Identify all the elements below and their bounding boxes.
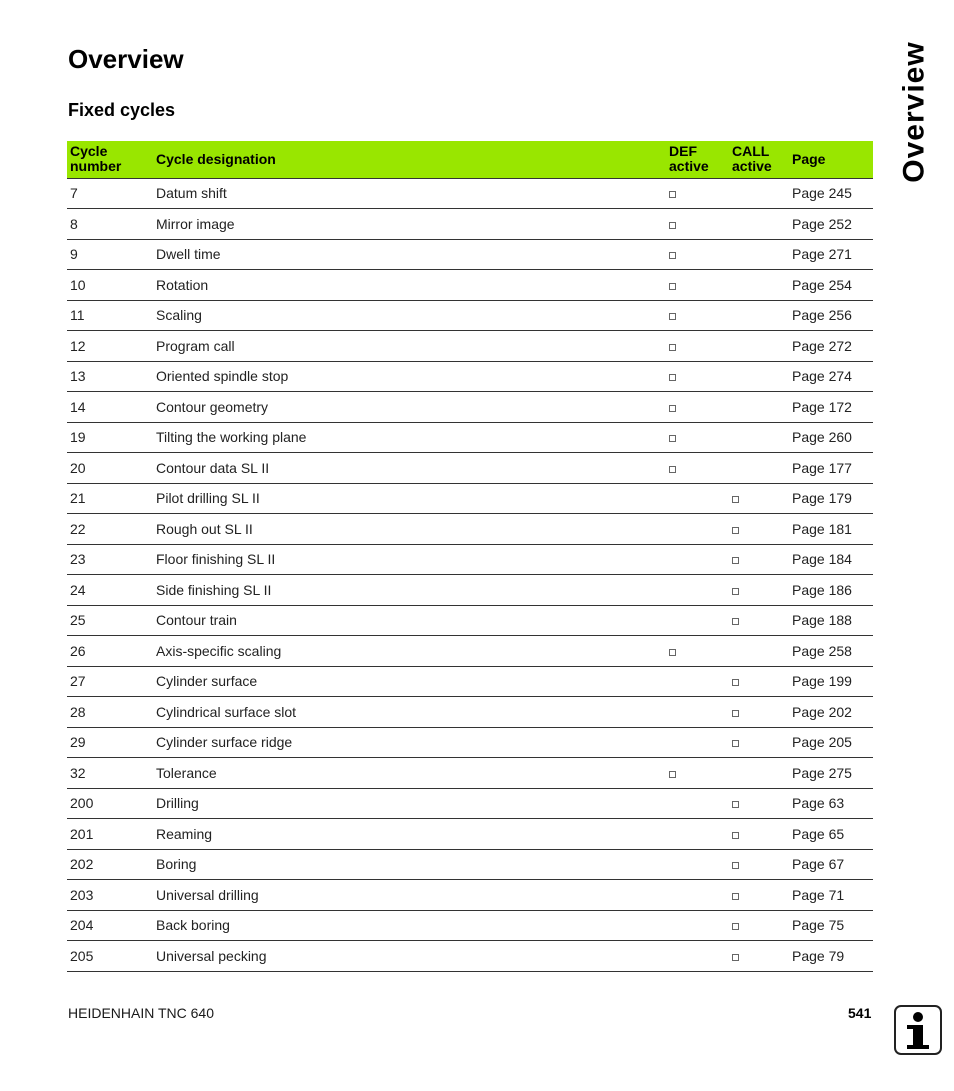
table-row <box>67 392 873 423</box>
page-reference-cell: Page 258 <box>789 636 873 667</box>
table-row <box>67 544 873 575</box>
cycle-number-cell: 19 <box>67 422 153 453</box>
def-active-cell <box>666 788 729 819</box>
cycle-designation-cell: Contour geometry <box>153 392 666 423</box>
def-active-cell <box>666 270 729 301</box>
section-subtitle: Fixed cycles <box>68 100 176 120</box>
header-cycle-number: Cycle number <box>70 143 122 175</box>
def-active-cell <box>666 941 729 972</box>
cycle-designation-cell: Rotation <box>153 270 666 301</box>
def-active-cell <box>666 910 729 941</box>
page-reference-cell: Page 179 <box>789 483 873 514</box>
active-marker-icon <box>732 710 739 717</box>
def-active-cell <box>666 666 729 697</box>
call-active-cell <box>729 544 789 575</box>
table-row <box>67 514 873 545</box>
page-reference-cell: Page 177 <box>789 453 873 484</box>
call-active-cell <box>729 270 789 301</box>
active-marker-icon <box>669 222 676 229</box>
active-marker-icon <box>669 252 676 259</box>
table-row <box>67 849 873 880</box>
cycle-designation-cell: Universal pecking <box>153 941 666 972</box>
cycle-designation-cell: Cylinder surface ridge <box>153 727 666 758</box>
def-active-cell <box>666 209 729 240</box>
cycle-designation-cell: Side finishing SL II <box>153 575 666 606</box>
table-row <box>67 575 873 606</box>
cycle-number-cell: 21 <box>67 483 153 514</box>
page-reference-cell: Page 67 <box>789 849 873 880</box>
active-marker-icon <box>669 374 676 381</box>
call-active-cell <box>729 300 789 331</box>
cycle-number-cell: 26 <box>67 636 153 667</box>
header-call-active: CALL active <box>732 143 772 175</box>
cycle-number-cell: 27 <box>67 666 153 697</box>
cycle-number-cell: 204 <box>67 910 153 941</box>
def-active-cell <box>666 605 729 636</box>
cycle-number-cell: 14 <box>67 392 153 423</box>
cycle-designation-cell: Dwell time <box>153 239 666 270</box>
cycle-number-cell: 32 <box>67 758 153 789</box>
active-marker-icon <box>669 283 676 290</box>
def-active-cell <box>666 819 729 850</box>
footer-page-number: 541 <box>848 1005 872 1021</box>
cycle-number-cell: 7 <box>67 178 153 209</box>
page-reference-cell: Page 272 <box>789 331 873 362</box>
def-active-cell <box>666 636 729 667</box>
cycle-designation-cell: Mirror image <box>153 209 666 240</box>
cycle-number-cell: 203 <box>67 880 153 911</box>
active-marker-icon <box>732 527 739 534</box>
cycle-designation-cell: Drilling <box>153 788 666 819</box>
def-active-cell <box>666 849 729 880</box>
active-marker-icon <box>732 954 739 961</box>
active-marker-icon <box>732 740 739 747</box>
page-reference-cell: Page 181 <box>789 514 873 545</box>
call-active-cell <box>729 758 789 789</box>
active-marker-icon <box>732 862 739 869</box>
cycle-designation-cell: Floor finishing SL II <box>153 544 666 575</box>
def-active-cell <box>666 300 729 331</box>
table-row <box>67 209 873 240</box>
fixed-cycles-table <box>67 141 873 972</box>
call-active-cell <box>729 666 789 697</box>
def-active-cell <box>666 453 729 484</box>
cycle-number-cell: 25 <box>67 605 153 636</box>
table-row <box>67 819 873 850</box>
page-reference-cell: Page 63 <box>789 788 873 819</box>
cycle-designation-cell: Back boring <box>153 910 666 941</box>
call-active-cell <box>729 727 789 758</box>
cycle-designation-cell: Cylinder surface <box>153 666 666 697</box>
call-active-cell <box>729 361 789 392</box>
def-active-cell <box>666 727 729 758</box>
active-marker-icon <box>669 344 676 351</box>
active-marker-icon <box>669 771 676 778</box>
active-marker-icon <box>732 923 739 930</box>
table-row <box>67 239 873 270</box>
table-row <box>67 727 873 758</box>
def-active-cell <box>666 178 729 209</box>
page-reference-cell: Page 245 <box>789 178 873 209</box>
page-reference-cell: Page 275 <box>789 758 873 789</box>
page-reference-cell: Page 274 <box>789 361 873 392</box>
call-active-cell <box>729 514 789 545</box>
table-row <box>67 941 873 972</box>
cycle-number-cell: 28 <box>67 697 153 728</box>
cycle-number-cell: 12 <box>67 331 153 362</box>
def-active-cell <box>666 483 729 514</box>
cycle-number-cell: 201 <box>67 819 153 850</box>
call-active-cell <box>729 788 789 819</box>
info-icon <box>894 1005 942 1055</box>
def-active-cell <box>666 575 729 606</box>
cycle-designation-cell: Universal drilling <box>153 880 666 911</box>
page-reference-cell: Page 186 <box>789 575 873 606</box>
call-active-cell <box>729 636 789 667</box>
cycle-designation-cell: Datum shift <box>153 178 666 209</box>
cycle-designation-cell: Contour data SL II <box>153 453 666 484</box>
table-row <box>67 666 873 697</box>
cycle-number-cell: 202 <box>67 849 153 880</box>
cycle-number-cell: 205 <box>67 941 153 972</box>
call-active-cell <box>729 209 789 240</box>
table-row <box>67 331 873 362</box>
cycle-number-cell: 20 <box>67 453 153 484</box>
page-reference-cell: Page 199 <box>789 666 873 697</box>
active-marker-icon <box>732 618 739 625</box>
cycle-designation-cell: Reaming <box>153 819 666 850</box>
active-marker-icon <box>669 191 676 198</box>
cycle-designation-cell: Rough out SL II <box>153 514 666 545</box>
table-header-row <box>67 141 873 178</box>
cycle-designation-cell: Program call <box>153 331 666 362</box>
call-active-cell <box>729 331 789 362</box>
cycle-designation-cell: Oriented spindle stop <box>153 361 666 392</box>
call-active-cell <box>729 880 789 911</box>
cycle-number-cell: 200 <box>67 788 153 819</box>
table-row <box>67 453 873 484</box>
cycle-number-cell: 8 <box>67 209 153 240</box>
header-cycle-designation: Cycle designation <box>156 150 276 167</box>
cycle-designation-cell: Tilting the working plane <box>153 422 666 453</box>
cycle-number-cell: 10 <box>67 270 153 301</box>
cycle-number-cell: 22 <box>67 514 153 545</box>
active-marker-icon <box>732 893 739 900</box>
page-reference-cell: Page 205 <box>789 727 873 758</box>
cycle-designation-cell: Contour train <box>153 605 666 636</box>
def-active-cell <box>666 544 729 575</box>
call-active-cell <box>729 910 789 941</box>
cycle-number-cell: 23 <box>67 544 153 575</box>
table-row <box>67 270 873 301</box>
def-active-cell <box>666 361 729 392</box>
table-row <box>67 483 873 514</box>
call-active-cell <box>729 483 789 514</box>
side-tab-label: Overview <box>898 41 932 183</box>
call-active-cell <box>729 453 789 484</box>
header-page: Page <box>792 150 826 167</box>
page-reference-cell: Page 254 <box>789 270 873 301</box>
footer-product-name: HEIDENHAIN TNC 640 <box>68 1005 215 1021</box>
page-reference-cell: Page 79 <box>789 941 873 972</box>
cycle-number-cell: 13 <box>67 361 153 392</box>
cycle-designation-cell: Cylindrical surface slot <box>153 697 666 728</box>
page-reference-cell: Page 71 <box>789 880 873 911</box>
table-row <box>67 697 873 728</box>
page-reference-cell: Page 202 <box>789 697 873 728</box>
active-marker-icon <box>732 832 739 839</box>
page-reference-cell: Page 271 <box>789 239 873 270</box>
cycle-number-cell: 24 <box>67 575 153 606</box>
page-reference-cell: Page 65 <box>789 819 873 850</box>
call-active-cell <box>729 849 789 880</box>
active-marker-icon <box>669 435 676 442</box>
table-row <box>67 758 873 789</box>
page-reference-cell: Page 184 <box>789 544 873 575</box>
active-marker-icon <box>669 466 676 473</box>
call-active-cell <box>729 239 789 270</box>
cycle-number-cell: 29 <box>67 727 153 758</box>
page-title: Overview <box>68 44 184 74</box>
active-marker-icon <box>732 557 739 564</box>
active-marker-icon <box>669 649 676 656</box>
active-marker-icon <box>732 801 739 808</box>
table-row <box>67 605 873 636</box>
cycle-number-cell: 9 <box>67 239 153 270</box>
call-active-cell <box>729 819 789 850</box>
cycle-designation-cell: Boring <box>153 849 666 880</box>
cycle-designation-cell: Scaling <box>153 300 666 331</box>
table-row <box>67 422 873 453</box>
table-row <box>67 910 873 941</box>
page-reference-cell: Page 256 <box>789 300 873 331</box>
call-active-cell <box>729 697 789 728</box>
cycle-designation-cell: Tolerance <box>153 758 666 789</box>
table-row <box>67 636 873 667</box>
active-marker-icon <box>732 588 739 595</box>
header-def-active: DEF active <box>669 143 709 175</box>
def-active-cell <box>666 392 729 423</box>
page-reference-cell: Page 252 <box>789 209 873 240</box>
table-row <box>67 788 873 819</box>
def-active-cell <box>666 422 729 453</box>
def-active-cell <box>666 697 729 728</box>
table-row <box>67 178 873 209</box>
def-active-cell <box>666 880 729 911</box>
page-reference-cell: Page 75 <box>789 910 873 941</box>
cycle-number-cell: 11 <box>67 300 153 331</box>
page-reference-cell: Page 260 <box>789 422 873 453</box>
active-marker-icon <box>732 679 739 686</box>
call-active-cell <box>729 178 789 209</box>
call-active-cell <box>729 605 789 636</box>
page-reference-cell: Page 188 <box>789 605 873 636</box>
def-active-cell <box>666 758 729 789</box>
active-marker-icon <box>732 496 739 503</box>
cycle-designation-cell: Axis-specific scaling <box>153 636 666 667</box>
side-tab <box>885 41 945 183</box>
def-active-cell <box>666 514 729 545</box>
page-reference-cell: Page 172 <box>789 392 873 423</box>
def-active-cell <box>666 239 729 270</box>
active-marker-icon <box>669 405 676 412</box>
cycle-designation-cell: Pilot drilling SL II <box>153 483 666 514</box>
call-active-cell <box>729 941 789 972</box>
table-row <box>67 880 873 911</box>
table-row <box>67 300 873 331</box>
def-active-cell <box>666 331 729 362</box>
call-active-cell <box>729 575 789 606</box>
call-active-cell <box>729 392 789 423</box>
table-row <box>67 361 873 392</box>
call-active-cell <box>729 422 789 453</box>
active-marker-icon <box>669 313 676 320</box>
